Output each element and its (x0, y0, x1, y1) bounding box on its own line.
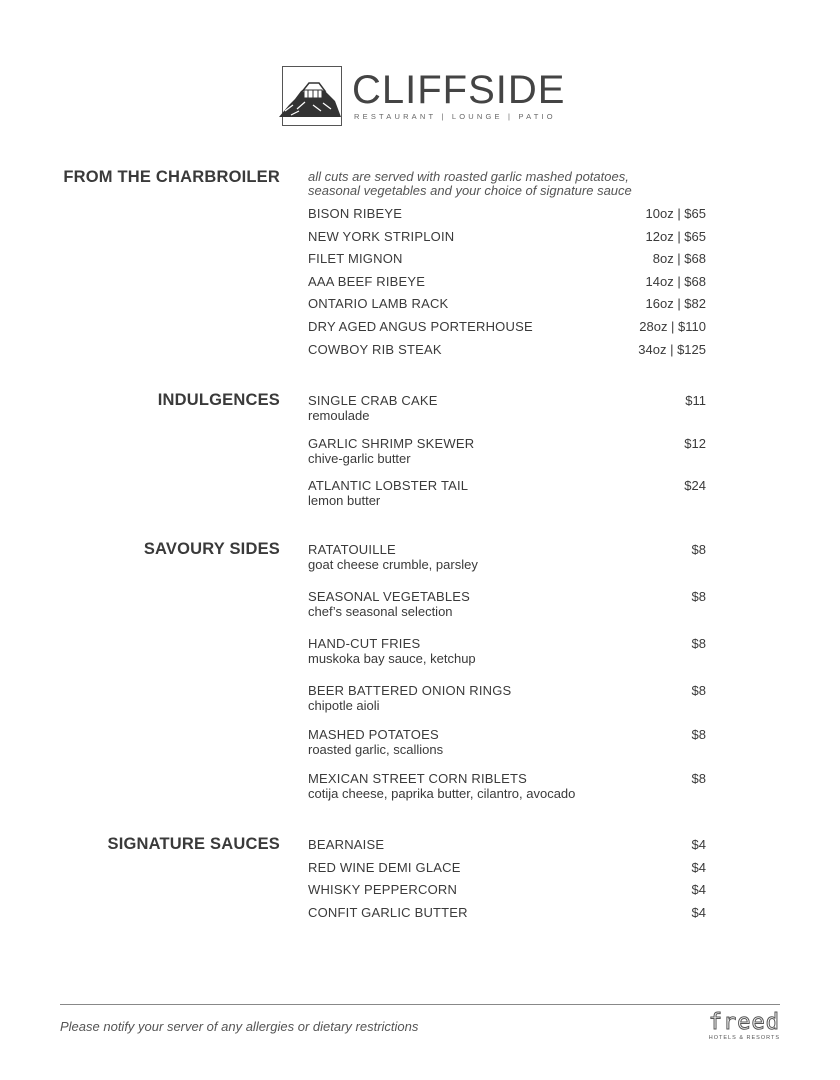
item-name: RED WINE DEMI GLACE (308, 859, 461, 875)
item-price: $8 (691, 542, 706, 557)
footer-divider (60, 1004, 780, 1005)
item-name: MEXICAN STREET CORN RIBLETS (308, 771, 527, 786)
item-description: cotija cheese, paprika butter, cilantro, avocado (308, 786, 576, 801)
allergy-note: Please notify your server of any allergies or dietary restrictions (60, 1019, 419, 1034)
item-description: chipotle aioli (308, 698, 380, 713)
item-price: 12oz | $65 (645, 228, 706, 244)
menu-item (308, 251, 706, 266)
item-name: BEER BATTERED ONION RINGS (308, 683, 512, 698)
intro-line: seasonal vegetables and your choice of signature sauce (308, 183, 632, 198)
item-list (308, 542, 706, 815)
section-title: SAVOURY SIDES (143, 540, 280, 558)
item-name: CONFIT GARLIC BUTTER (308, 904, 468, 920)
item-price: 14oz | $68 (645, 273, 706, 289)
item-price: $8 (691, 589, 706, 604)
item-name: SEASONAL VEGETABLES (308, 589, 471, 604)
item-price: $4 (691, 837, 706, 852)
menu-item (308, 589, 706, 619)
item-name: ONTARIO LAMB RACK (308, 296, 449, 312)
section-intro (308, 170, 706, 198)
section-title: SIGNATURE SAUCES (107, 835, 280, 853)
item-list (308, 393, 706, 521)
item-price: 16oz | $82 (645, 296, 706, 312)
item-name: HAND-CUT FRIES (308, 636, 421, 651)
item-description: lemon butter (308, 493, 381, 508)
item-description: chef’s seasonal selection (308, 604, 453, 619)
menu-item (308, 683, 706, 713)
item-name: ATLANTIC LOBSTER TAIL (308, 478, 469, 493)
item-description: remoulade (308, 408, 370, 423)
item-price: 8oz | $68 (652, 251, 706, 267)
item-description: muskoka bay sauce, ketchup (308, 651, 476, 666)
menu-item (308, 837, 706, 852)
item-price: $8 (691, 636, 706, 651)
item-price: $11 (685, 393, 706, 408)
menu-item (308, 478, 706, 508)
menu-item (308, 274, 706, 289)
item-name: MASHED POTATOES (308, 727, 439, 742)
item-price: 34oz | $125 (638, 341, 706, 357)
item-price: $8 (691, 727, 706, 742)
freed-wordmark: freed (708, 1010, 780, 1035)
item-description: goat cheese crumble, parsley (308, 557, 478, 572)
item-price: $24 (684, 478, 706, 493)
section-title: FROM THE CHARBROILER (63, 168, 280, 186)
item-name: FILET MIGNON (308, 251, 403, 267)
item-name: WHISKY PEPPERCORN (308, 882, 458, 898)
item-name: AAA BEEF RIBEYE (308, 273, 426, 289)
menu-item (308, 882, 706, 897)
item-description: chive-garlic butter (308, 450, 411, 466)
brand-name: CLIFFSIDE (352, 68, 566, 112)
item-name: DRY AGED ANGUS PORTERHOUSE (308, 318, 533, 334)
menu-item (308, 229, 706, 244)
item-price: $4 (691, 859, 706, 875)
menu-item (308, 206, 706, 221)
menu-item (308, 319, 706, 334)
menu-item (308, 342, 706, 357)
item-price: $12 (684, 435, 706, 451)
menu-item (308, 860, 706, 875)
menu-item (308, 393, 706, 423)
item-name: COWBOY RIB STEAK (308, 341, 442, 357)
item-price: $8 (691, 771, 706, 786)
item-price: $4 (691, 904, 706, 920)
cliffside-logo (282, 66, 572, 128)
item-price: 28oz | $110 (639, 318, 706, 334)
item-price: $4 (691, 882, 706, 898)
section-title: INDULGENCES (157, 391, 280, 409)
brand-tagline: RESTAURANT | LOUNGE | PATIO (354, 112, 556, 121)
item-list (308, 170, 706, 364)
item-price: $8 (691, 683, 706, 698)
menu-item (308, 636, 706, 666)
menu-item (308, 905, 706, 920)
logo-box (282, 66, 342, 126)
intro-line: all cuts are served with roasted garlic mashed potatoes, (308, 169, 629, 184)
item-name: BISON RIBEYE (308, 206, 403, 221)
item-price: 10oz | $65 (645, 206, 706, 221)
menu-item (308, 727, 706, 757)
item-name: NEW YORK STRIPLOIN (308, 228, 455, 244)
item-name: GARLIC SHRIMP SKEWER (308, 435, 475, 451)
item-description: roasted garlic, scallions (308, 742, 444, 757)
cliff-house-icon (277, 75, 343, 119)
item-name: RATATOUILLE (308, 542, 396, 557)
item-name: SINGLE CRAB CAKE (308, 393, 438, 408)
item-list (308, 837, 706, 927)
menu-item (308, 436, 706, 466)
menu-item (308, 542, 706, 572)
freed-logo (709, 1012, 780, 1041)
menu-item (308, 771, 706, 801)
freed-subtitle: HOTELS & RESORTS (708, 1035, 780, 1041)
item-name: BEARNAISE (308, 837, 385, 852)
menu-item (308, 296, 706, 311)
